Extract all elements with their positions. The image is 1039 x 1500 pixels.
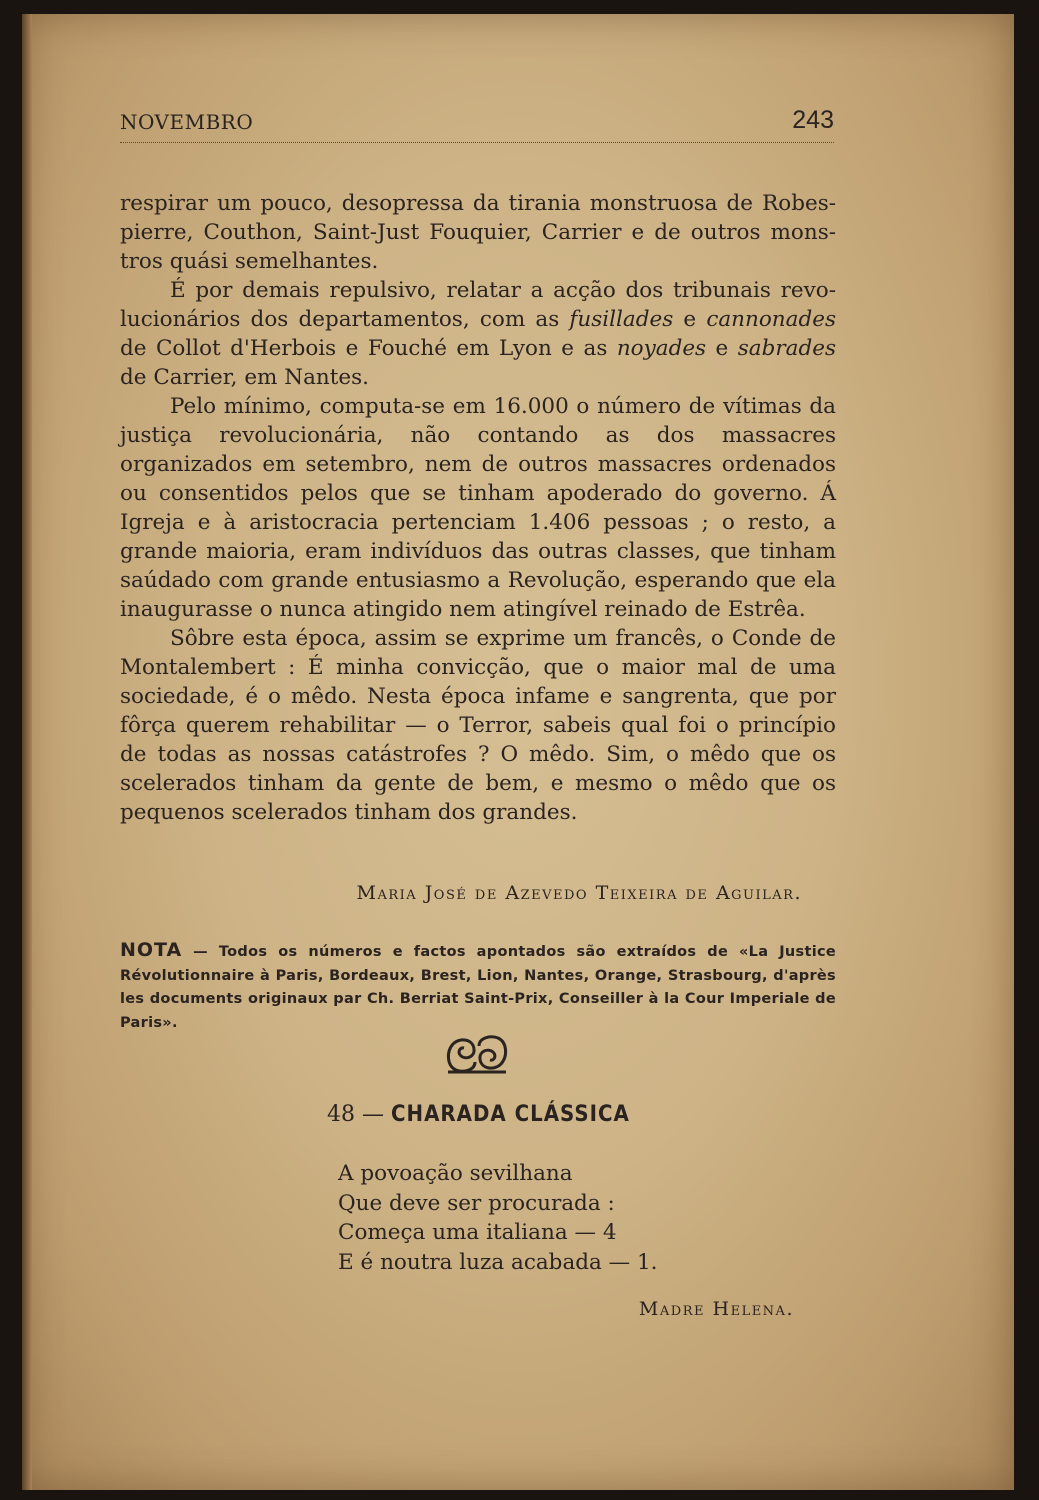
header-section-title: NOVEMBRO [120, 110, 254, 134]
verse-line: A povoação sevilhana [338, 1161, 573, 1186]
page-spine-shadow [22, 14, 32, 1490]
charade-verse [338, 1159, 758, 1277]
page-number: 243 [792, 106, 834, 134]
footnote-text: — Todos os números e factos apontados são extraídos de «La Justice Révolutionnaire à Paris, Bordeaux, Brest, Lion, Nantes, Orange, Strasbourg, d'après les documents originaux par Ch. Berriat Saint-Prix, Conseiller à la Cour Imperiale de Paris». [120, 944, 836, 1031]
paragraph-2: É por demais repulsivo, relatar a acção dos tribunais revo-lucionários dos departamentos, com as fusillades e cannonades de Collot d'Herbois e Fouché em Lyon e as noyades e sabrades de Carrier, em Nantes. [120, 278, 836, 390]
paragraph-1: respirar um pouco, desopressa da tirania monstruosa de Robes-pierre, Couthon, Saint-Just Fouquier, Carrier e de outros mons-tros quási semelhantes. [120, 191, 836, 274]
verse-line: E é noutra luza acabada — 1. [338, 1249, 658, 1275]
footnote [120, 939, 836, 1035]
verse-line: Começa uma italiana — 4 [338, 1220, 617, 1245]
charade-heading [327, 1102, 727, 1127]
book-page [22, 14, 1014, 1490]
verse-line: Que deve ser procurada : [338, 1190, 615, 1216]
paragraph-3: Pelo mínimo, computa-se em 16.000 o número de vítimas da justiça revolucionária, não contando as dos massacres organizados em setembro, nem de outros massacres ordenados ou consentidos pelos que se tinham apoderado do governo. Á Igreja e à aristocracia pertenciam 1.406 pessoas ; o resto, a grande maioria, eram indivíduos das outras classes, que tinham saúdado com grande entusiasmo a Revolução, esperando que ela inaugurasse o nunca atingido nem atingível reinado de Estrêa. [120, 394, 836, 622]
footnote-label: NOTA [120, 939, 183, 961]
article-signature: Maria José de Azevedo Teixeira de Aguilar. [356, 882, 802, 904]
charade-number: 48 — [327, 1102, 384, 1127]
paragraph-4: Sôbre esta época, assim se exprime um francês, o Conde de Montalembert : É minha convicção, que o maior mal de uma sociedade, é o mêdo. Nesta época infame e sangrenta, que por fôrça querem rehabilitar — o Terror, sabeis qual foi o princípio de todas as nossas catástrofes ? O mêdo. Sim, o mêdo que os scelerados tinham da gente de bem, e mesmo o mêdo que os pequenos scelerados tinham dos grandes. [120, 626, 836, 825]
article-body [120, 189, 836, 827]
charade-title: CHARADA CLÁSSICA [391, 1102, 630, 1127]
scroll-ornament-icon [442, 1032, 512, 1076]
charade-author: Madre Helena. [638, 1298, 794, 1320]
running-header [120, 106, 834, 143]
